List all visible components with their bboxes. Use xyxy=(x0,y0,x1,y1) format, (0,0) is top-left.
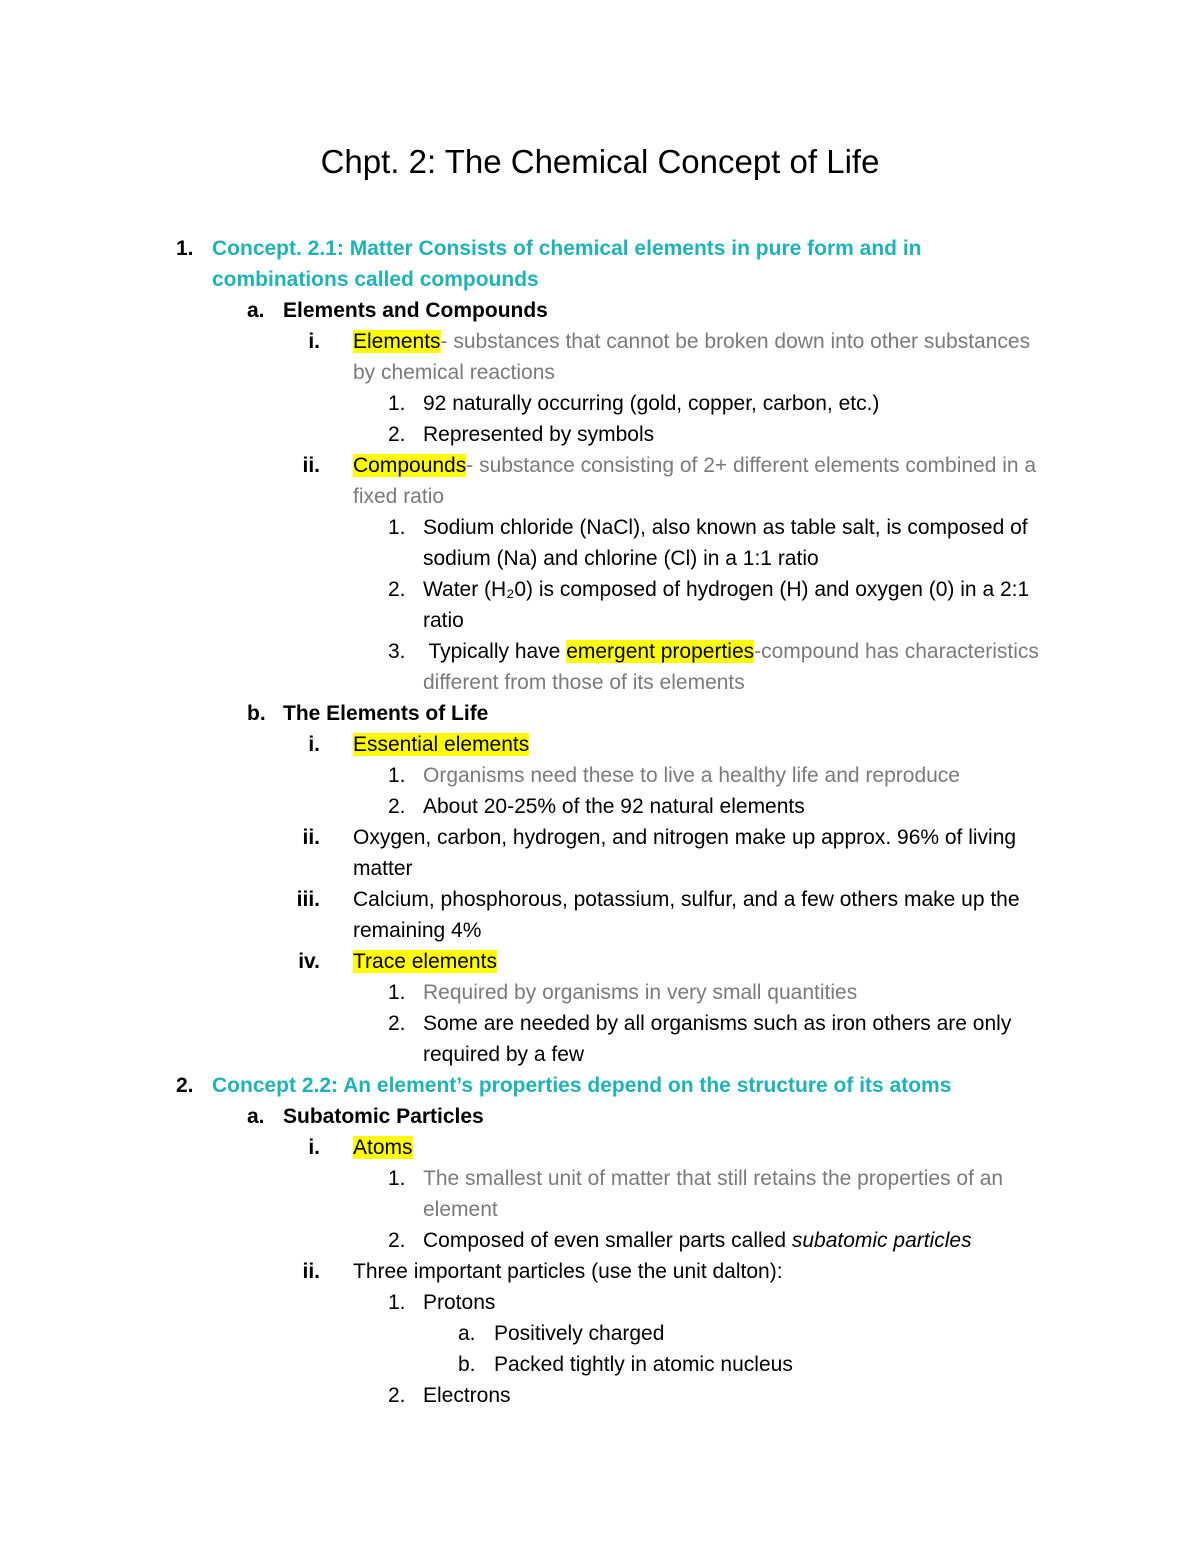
list-item xyxy=(0,791,1200,822)
highlighted-term: emergent properties xyxy=(566,640,755,663)
highlighted-term: Trace elements xyxy=(353,950,497,973)
definition-text: compound has characteristics different from those of its elements xyxy=(423,640,1039,694)
definition-text: substance consisting of 2+ different elements combined in a fixed ratio xyxy=(353,454,1037,508)
list-marker: 2. xyxy=(388,795,406,818)
list-marker: 1. xyxy=(176,237,194,260)
list-text: Calcium, phosphorous, potassium, sulfur, and a few others make up the remaining 4% xyxy=(353,888,1020,942)
list-item xyxy=(0,977,1200,1008)
list-marker: 1. xyxy=(388,516,406,539)
subsection-title: Elements and Compounds xyxy=(283,299,548,322)
concept-heading: Concept 2.2: An element’s properties depend on the structure of its atoms xyxy=(212,1074,952,1097)
list-marker: i. xyxy=(308,1136,320,1159)
list-marker: 2. xyxy=(388,578,406,601)
concept-heading: Concept. 2.1: Matter Consists of chemical elements in pure form and in combinations called compounds xyxy=(212,237,922,291)
list-marker: 1. xyxy=(388,1167,406,1190)
list-item xyxy=(0,388,1200,419)
list-text: Organisms need these to live a healthy life and reproduce xyxy=(423,764,960,787)
list-marker: ii. xyxy=(302,1260,320,1283)
list-text: Typically have emergent properties-compound has characteristics different from those of its elements xyxy=(423,640,1039,694)
list-marker: a. xyxy=(247,1105,265,1128)
list-text: About 20-25% of the 92 natural elements xyxy=(423,795,805,818)
list-text: Electrons xyxy=(423,1384,511,1407)
list-marker: i. xyxy=(308,330,320,353)
list-item xyxy=(0,760,1200,791)
definition: Elements- substances that cannot be broken down into other substances by chemical reactions xyxy=(353,330,1031,384)
list-marker: i. xyxy=(308,733,320,756)
list-item xyxy=(0,1008,1200,1070)
list-marker: 2. xyxy=(388,1229,406,1252)
list-item xyxy=(0,1318,1200,1349)
list-text: Sodium chloride (NaCl), also known as table salt, is composed of sodium (Na) and chlorine (Cl) in a 1:1 ratio xyxy=(423,516,1028,570)
list-marker: ii. xyxy=(302,454,320,477)
list-marker: b. xyxy=(247,702,266,725)
list-marker: 2. xyxy=(388,423,406,446)
list-text: Required by organisms in very small quantities xyxy=(423,981,858,1004)
list-item xyxy=(0,636,1200,698)
list-marker: a. xyxy=(458,1322,476,1345)
list-text: Water (H₂0) is composed of hydrogen (H) and oxygen (0) in a 2:1 ratio xyxy=(423,578,1030,632)
highlighted-term: Essential elements xyxy=(353,733,530,756)
list-marker: 1. xyxy=(388,392,406,415)
list-text: Three important particles (use the unit dalton): xyxy=(353,1260,783,1283)
highlighted-term: Atoms xyxy=(353,1136,413,1159)
list-marker: 1. xyxy=(388,1291,406,1314)
definition-text: substances that cannot be broken down into other substances by chemical reactions xyxy=(353,330,1031,384)
section-1-heading xyxy=(0,233,1200,295)
list-marker: 2. xyxy=(388,1012,406,1035)
subsection-title: Subatomic Particles xyxy=(283,1105,484,1128)
italic-term: subatomic particles xyxy=(791,1229,972,1252)
list-text: Composed of even smaller parts called subatomic particles xyxy=(423,1229,972,1252)
list-text: The smallest unit of matter that still retains the properties of an element xyxy=(423,1167,1004,1221)
list-item xyxy=(0,1163,1200,1225)
list-marker: iii. xyxy=(296,888,320,911)
list-text: Some are needed by all organisms such as iron others are only required by a few xyxy=(423,1012,1012,1066)
list-text: 92 naturally occurring (gold, copper, carbon, etc.) xyxy=(423,392,880,415)
subsection-heading xyxy=(0,295,1200,326)
list-marker: ii. xyxy=(302,826,320,849)
list-text: Positively charged xyxy=(494,1322,665,1345)
list-item xyxy=(0,1287,1200,1318)
list-text: Represented by symbols xyxy=(423,423,655,446)
list-item xyxy=(0,1225,1200,1256)
list-item xyxy=(0,512,1200,574)
list-marker: b. xyxy=(458,1353,476,1376)
subsection-title: The Elements of Life xyxy=(283,702,489,725)
highlighted-term: Elements xyxy=(353,330,441,353)
list-item xyxy=(0,884,1200,946)
list-marker: 2. xyxy=(388,1384,406,1407)
outline xyxy=(0,233,1200,1411)
list-marker: 1. xyxy=(388,764,406,787)
list-marker: iv. xyxy=(298,950,320,973)
list-item xyxy=(0,946,1200,977)
list-marker: 2. xyxy=(176,1074,194,1097)
list-marker: a. xyxy=(247,299,265,322)
list-marker: 1. xyxy=(388,981,406,1004)
list-item xyxy=(0,419,1200,450)
list-item xyxy=(0,822,1200,884)
subsection-heading xyxy=(0,1101,1200,1132)
definition: Compounds- substance consisting of 2+ different elements combined in a fixed ratio xyxy=(353,454,1037,508)
list-item xyxy=(0,1349,1200,1380)
list-item xyxy=(0,1132,1200,1163)
list-text: Packed tightly in atomic nucleus xyxy=(494,1353,793,1376)
highlighted-term: Compounds xyxy=(353,454,467,477)
list-text: Protons xyxy=(423,1291,496,1314)
list-item xyxy=(0,1380,1200,1411)
page-title: Chpt. 2: The Chemical Concept of Life xyxy=(320,143,880,180)
list-text: Oxygen, carbon, hydrogen, and nitrogen make up approx. 96% of living matter xyxy=(353,826,1017,880)
section-2-heading xyxy=(0,1070,1200,1101)
list-item xyxy=(0,450,1200,512)
subsection-heading xyxy=(0,698,1200,729)
list-item xyxy=(0,574,1200,636)
list-item xyxy=(0,729,1200,760)
list-marker: 3. xyxy=(388,640,406,663)
list-item xyxy=(0,1256,1200,1287)
list-item xyxy=(0,326,1200,388)
